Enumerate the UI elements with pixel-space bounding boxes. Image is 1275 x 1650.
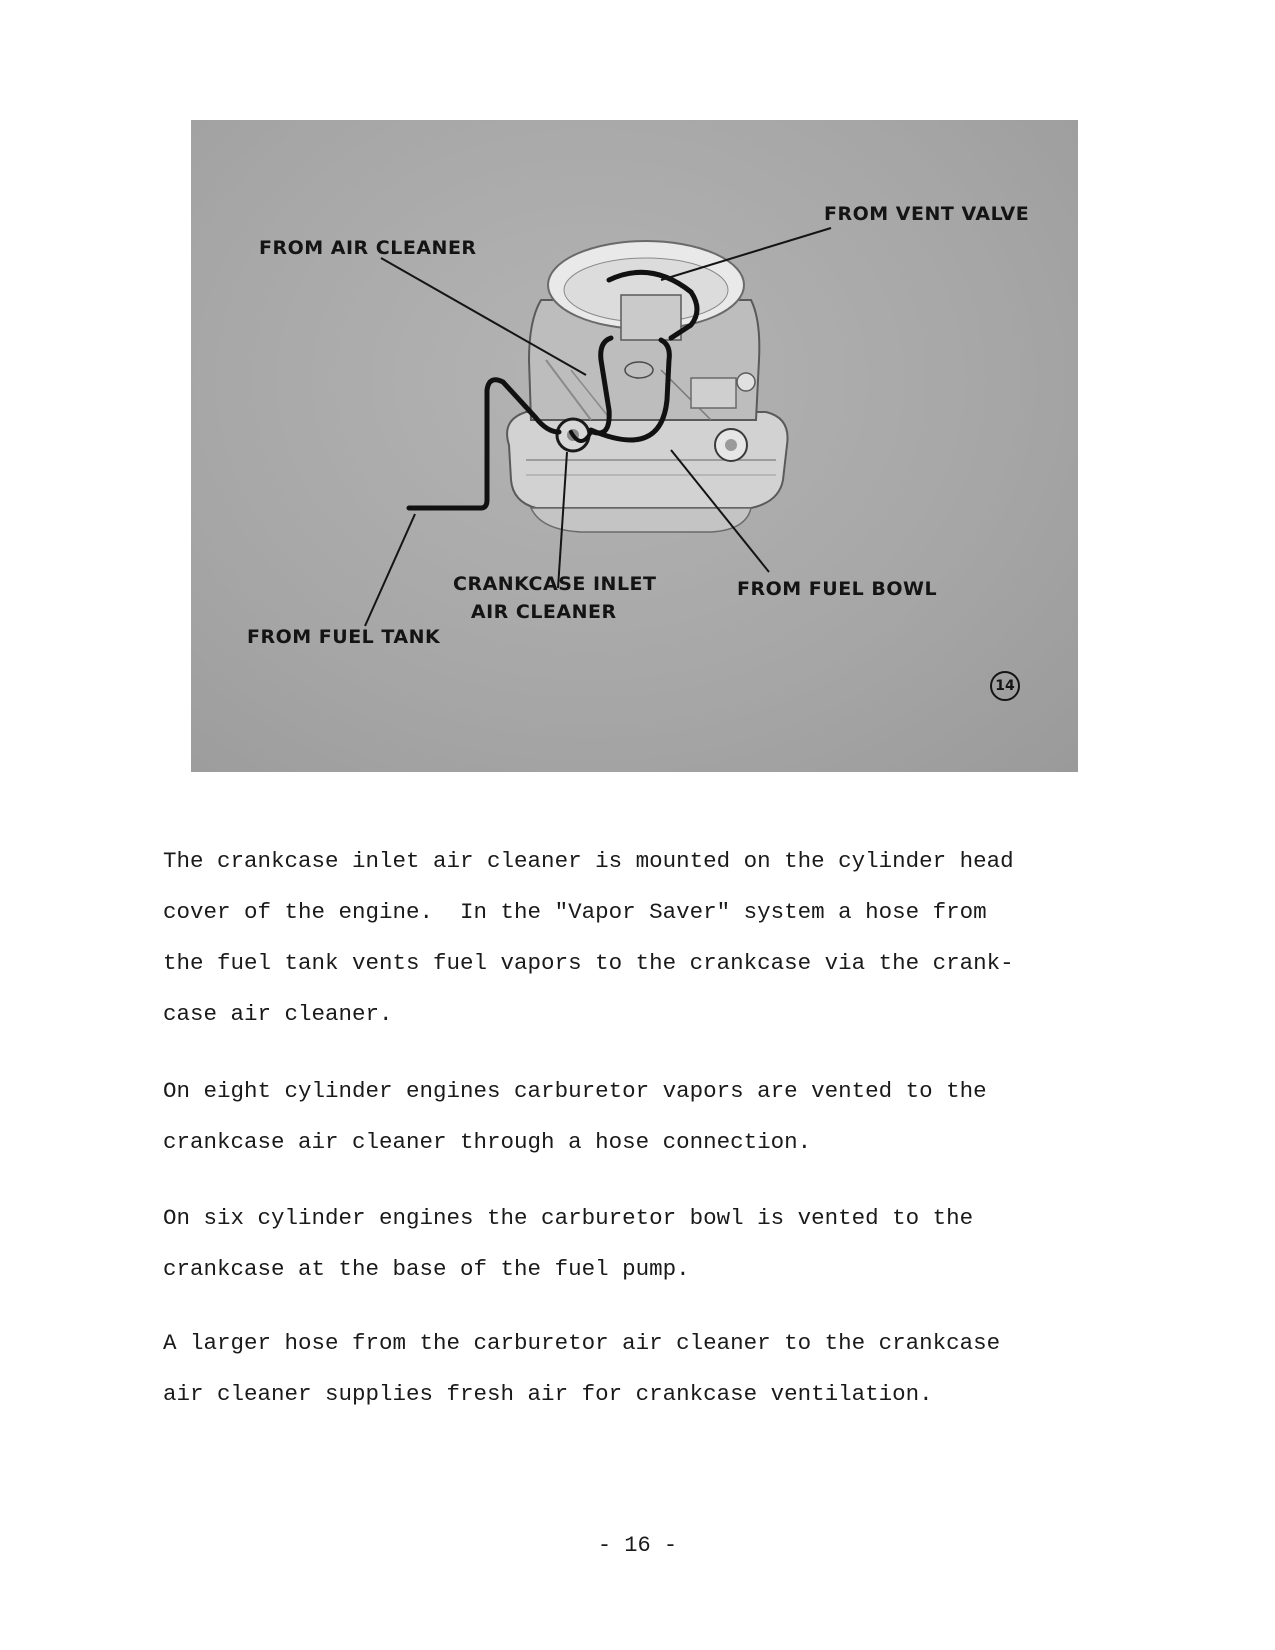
label-from-air-cleaner: FROM AIR CLEANER bbox=[259, 237, 477, 259]
text-line: cover of the engine. In the "Vapor Saver" system a hose from bbox=[163, 899, 987, 925]
paragraph-larger-hose bbox=[163, 1318, 1123, 1420]
text-line: crankcase air cleaner through a hose connection. bbox=[163, 1129, 812, 1155]
figure-number-badge: 14 bbox=[990, 671, 1020, 701]
text-line: the fuel tank vents fuel vapors to the crankcase via the crank- bbox=[163, 950, 1014, 976]
engine-vapor-system-figure bbox=[191, 120, 1078, 772]
paragraph-eight-cylinder bbox=[163, 1066, 1123, 1168]
text-line: case air cleaner. bbox=[163, 1001, 393, 1027]
text-line: A larger hose from the carburetor air cleaner to the crankcase bbox=[163, 1330, 1001, 1356]
label-crankcase-inlet-air-cleaner bbox=[453, 570, 657, 626]
label-from-fuel-bowl: FROM FUEL BOWL bbox=[737, 578, 938, 600]
label-from-fuel-tank: FROM FUEL TANK bbox=[247, 626, 441, 648]
label-from-vent-valve: FROM VENT VALVE bbox=[824, 203, 1030, 225]
paragraph-crankcase-inlet bbox=[163, 836, 1123, 1040]
text-line: The crankcase inlet air cleaner is mounted on the cylinder head bbox=[163, 848, 1014, 874]
label-crankcase-inlet-line1: CRANKCASE INLET bbox=[453, 573, 657, 595]
text-line: crankcase at the base of the fuel pump. bbox=[163, 1256, 690, 1282]
label-crankcase-inlet-line2: AIR CLEANER bbox=[470, 601, 617, 623]
page-number: - 16 - bbox=[597, 1533, 678, 1558]
paragraph-six-cylinder bbox=[163, 1193, 1123, 1295]
text-line: air cleaner supplies fresh air for crankcase ventilation. bbox=[163, 1381, 933, 1407]
engine-block bbox=[507, 241, 787, 532]
text-line: On six cylinder engines the carburetor bowl is vented to the bbox=[163, 1205, 974, 1231]
text-line: On eight cylinder engines carburetor vapors are vented to the bbox=[163, 1078, 987, 1104]
